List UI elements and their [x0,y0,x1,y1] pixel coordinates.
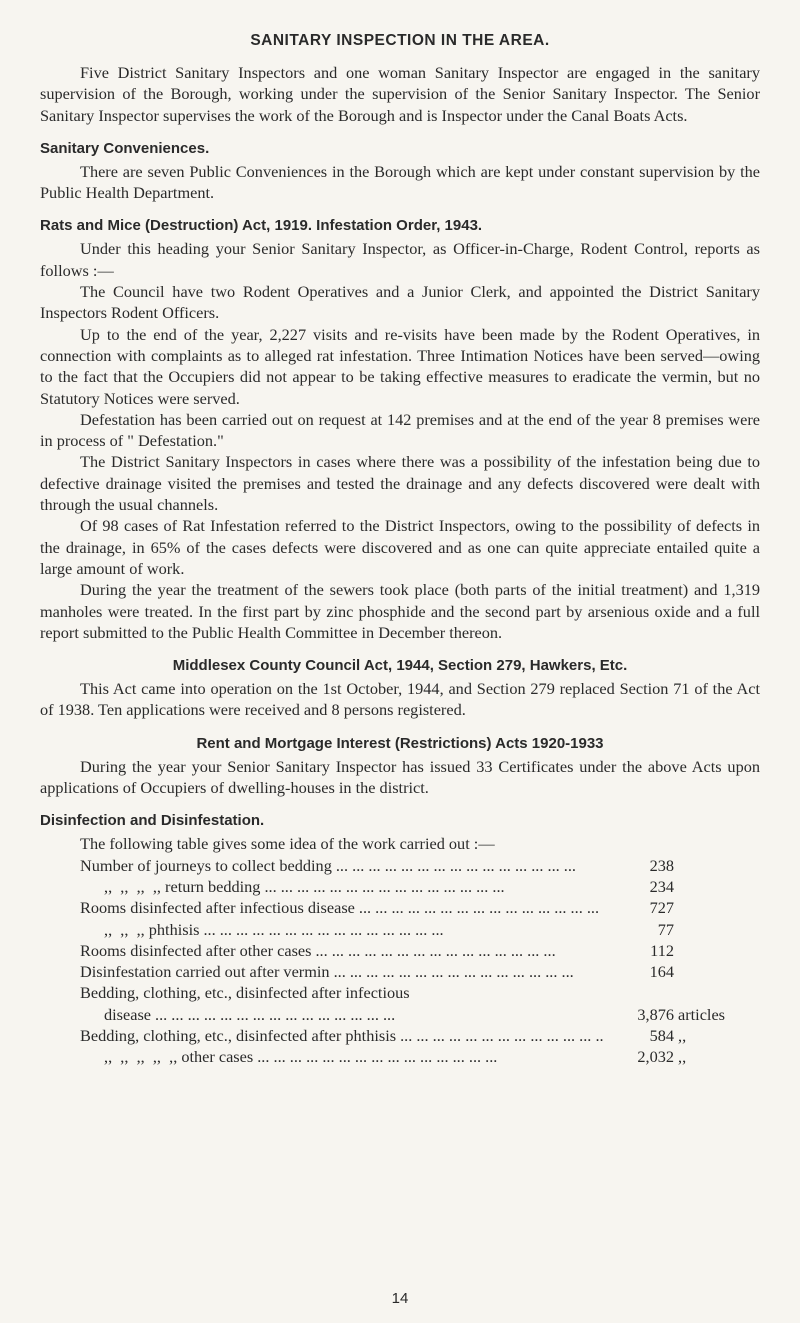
rats-section [40,217,760,643]
row-value: 234 [649,876,674,896]
row-value: 727 [649,898,674,918]
disinfection-intro: The following table gives some idea of the work carried out :— [80,834,495,854]
row-value: 112 [650,940,674,960]
page-number: 14 [391,1290,409,1307]
row-label: Bedding, clothing, etc., disinfected after infectious [80,983,410,1003]
row-label: Bedding, clothing, etc., disinfected after phthisis [80,1025,397,1045]
row-value: 238 [649,855,674,875]
table-row [80,982,760,1003]
table-row [80,1046,760,1067]
row-unit: ,, [678,1047,687,1067]
conveniences-paragraph: There are seven Public Conveniences in the Borough which are kept under constant supervision by the Public Health Department. [40,161,760,203]
table-row [80,919,760,940]
hawkers-heading: Middlesex County Council Act, 1944, Section 279, Hawkers, Etc. [172,657,628,675]
page-title: SANITARY INSPECTION IN THE AREA. [250,32,550,49]
disinfection-table [80,855,760,1068]
rent-heading: Rent and Mortgage Interest (Restrictions) Acts 1920-1933 [196,734,604,752]
table-row-continued [80,1004,760,1025]
hawkers-section [40,657,760,721]
intro-section [40,62,760,126]
table-row [80,940,760,961]
rats-paragraph-5: The District Sanitary Inspectors in cases where there was a possibility of the infestation being due to defective drainage visited the premises and tested the drainage and any defects discovered were dealt with through the usual channels. [40,452,760,515]
rats-heading: Rats and Mice (Destruction) Act, 1919. Infestation Order, 1943. [40,217,483,235]
row-label: Number of journeys to collect bedding [80,855,332,875]
hawkers-paragraph: This Act came into operation on the 1st October, 1944, and Section 279 replaced Section 71 of the Act of 1938. Ten applications were received and 8 persons registered. [40,679,760,720]
table-row [80,876,760,897]
rats-paragraph-6: Of 98 cases of Rat Infestation referred to the District Inspectors, owing to the possibility of defects in the drainage, in 65% of the cases defects were discovered and as one can quite appreciate entailed quite a large amount of work. [40,516,760,578]
row-label: ,, ,, ,, phthisis [104,919,200,939]
row-value: 584 [649,1025,674,1045]
intro-paragraph: Five District Sanitary Inspectors and one woman Sanitary Inspector are engaged in the sanitary supervision of the Borough, working under the supervision of the Senior Sanitary Inspector. The Senior Sanitary Inspector supervises the work of the Borough and is Inspector under the Canal Boats Acts. [40,63,760,125]
conveniences-section [40,140,760,204]
table-row [80,897,760,918]
table-row [80,1025,760,1046]
disinfection-heading: Disinfection and Disinfestation. [40,812,265,830]
disinfection-section [40,812,760,1067]
row-label: ,, ,, ,, ,, return bedding [104,876,261,896]
rent-paragraph: During the year your Senior Sanitary Inspector has issued 33 Certificates under the above Acts upon applications of Occupiers of dwelling-houses in the district. [40,756,760,798]
row-value: 3,876 [637,1004,674,1024]
row-value: 2,032 [637,1047,674,1067]
row-label: Rooms disinfected after other cases [80,940,312,960]
rent-section [40,735,760,799]
rats-paragraph-7: During the year the treatment of the sewers took place (both parts of the initial treatment) and 1,319 manholes were treated. In the first part by zinc phosphide and the second part by arsenious oxide and a full report submitted to the Public Health Committee in December thereon. [40,580,760,642]
row-value: 77 [657,919,674,939]
table-row [80,855,760,876]
conveniences-heading: Sanitary Conveniences. [40,139,210,157]
row-value: 164 [649,962,674,982]
table-row [80,961,760,982]
rats-paragraph-4: Defestation has been carried out on request at 142 premises and at the end of the year 8 premises were in process of " Defestation." [40,409,760,451]
row-unit: articles [678,1004,726,1024]
row-label: Disinfestation carried out after vermin [80,962,330,982]
rats-paragraph-3: Up to the end of the year, 2,227 visits and re-visits have been made by the Rodent Operatives, in connection with complaints as to alleged rat infestation. Three Intimation Notices have been served—owing to the fact that the Occupiers did not appear to be taking effective measures to eradicate the vermin, but no Statutory Notices were served. [40,324,760,408]
rats-paragraph-2: The Council have two Rodent Operatives and a Junior Clerk, and appointed the District Sanitary Inspectors Rodent Officers. [40,282,760,323]
row-label: Rooms disinfected after infectious disease [80,898,355,918]
row-label-continued: disease [104,1004,152,1024]
row-unit: ,, [678,1025,687,1045]
rats-paragraph-1: Under this heading your Senior Sanitary Inspector, as Officer-in-Charge, Rodent Control, reports as follows :— [40,239,760,280]
row-label: ,, ,, ,, ,, ,, other cases [104,1047,254,1067]
